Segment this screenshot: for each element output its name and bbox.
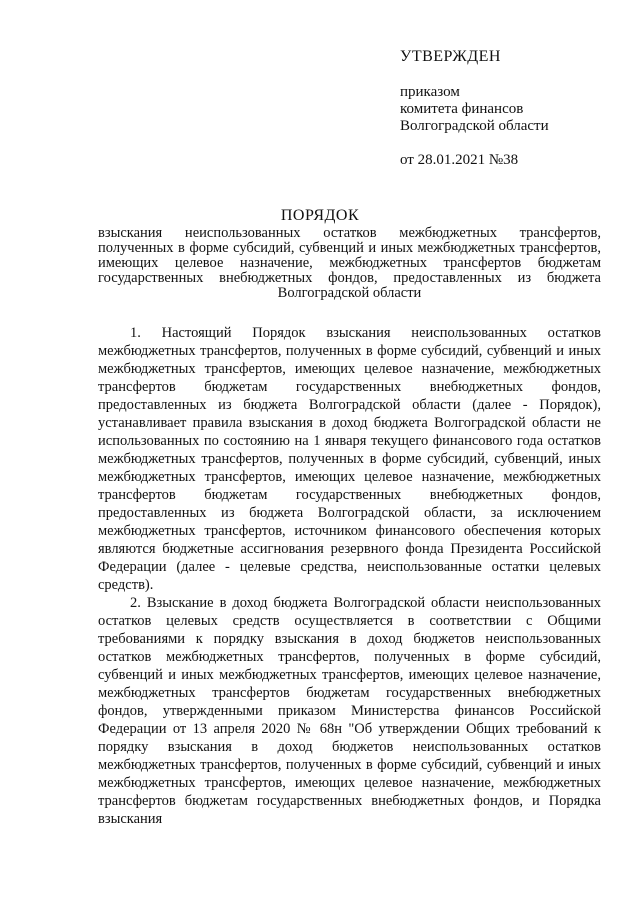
approval-block <box>400 48 630 169</box>
document-title: ПОРЯДОК <box>280 207 360 224</box>
document-subtitle: взыскания неиспользованных остатков межбюджетных трансфертов, полученных в форме субсидий, субвенций и иных межбюджетных трансфертов, имеющих целевое назначение, межбюджетных трансфертов бюджетам государственных внебюджетных фондов, предоставленных из бюджета Волгоградской области <box>98 225 601 301</box>
document-body <box>98 324 601 828</box>
paragraph-1: 1. Настоящий Порядок взыскания неиспользованных остатков межбюджетных трансфертов, полученных в форме субсидий, субвенций и иных межбюджетных трансфертов, имеющих целевое назначение, межбюджетных трансфертов бюджетам государственных внебюджетных фондов, предоставленных из бюджета Волгоградской области (далее - Порядок), устанавливает правила взыскания в доход бюджета Волгоградской области не использованных по состоянию на 1 января текущего финансового года остатков межбюджетных трансфертов, полученных в форме субсидий, субвенций, иных межбюджетных трансфертов, имеющих целевое назначение, межбюджетных трансфертов бюджетам государственных внебюджетных фондов, предоставленных из бюджета Волгоградской области, за исключением межбюджетных трансфертов, источником финансового обеспечения которых являются бюджетные ассигнования резервного фонда Президента Российской Федерации (далее - целевые средства, неиспользованные остатки целевых средств). <box>98 325 601 593</box>
approved-heading: УТВЕРЖДЕН <box>400 48 501 65</box>
order-date: от 28.01.2021 №38 <box>400 152 519 168</box>
approval-line-region: Волгоградской области <box>400 118 549 134</box>
paragraph-2: 2. Взыскание в доход бюджета Волгоградской области неиспользованных остатков целевых средств осуществляется в соответствии с Общими требованиями к порядку взыскания в доход бюджетов неиспользованных остатков межбюджетных трансфертов, полученных в форме субсидий, субвенций и иных межбюджетных трансфертов, имеющих целевое назначение, межбюджетных трансфертов бюджетам государственных внебюджетных фондов, утвержденными приказом Министерства финансов Российской Федерации от 13 апреля 2020 № 68н "Об утверждении Общих требований к порядку взыскания в доход бюджетов неиспользованных остатков межбюджетных трансфертов, полученных в форме субсидий, субвенций и иных межбюджетных трансфертов, имеющих целевое назначение, межбюджетных трансфертов бюджетам государственных внебюджетных фондов, и Порядка взыскания <box>98 595 601 827</box>
approval-line-order: приказом <box>400 84 460 100</box>
approval-line-committee: комитета финансов <box>400 101 524 117</box>
